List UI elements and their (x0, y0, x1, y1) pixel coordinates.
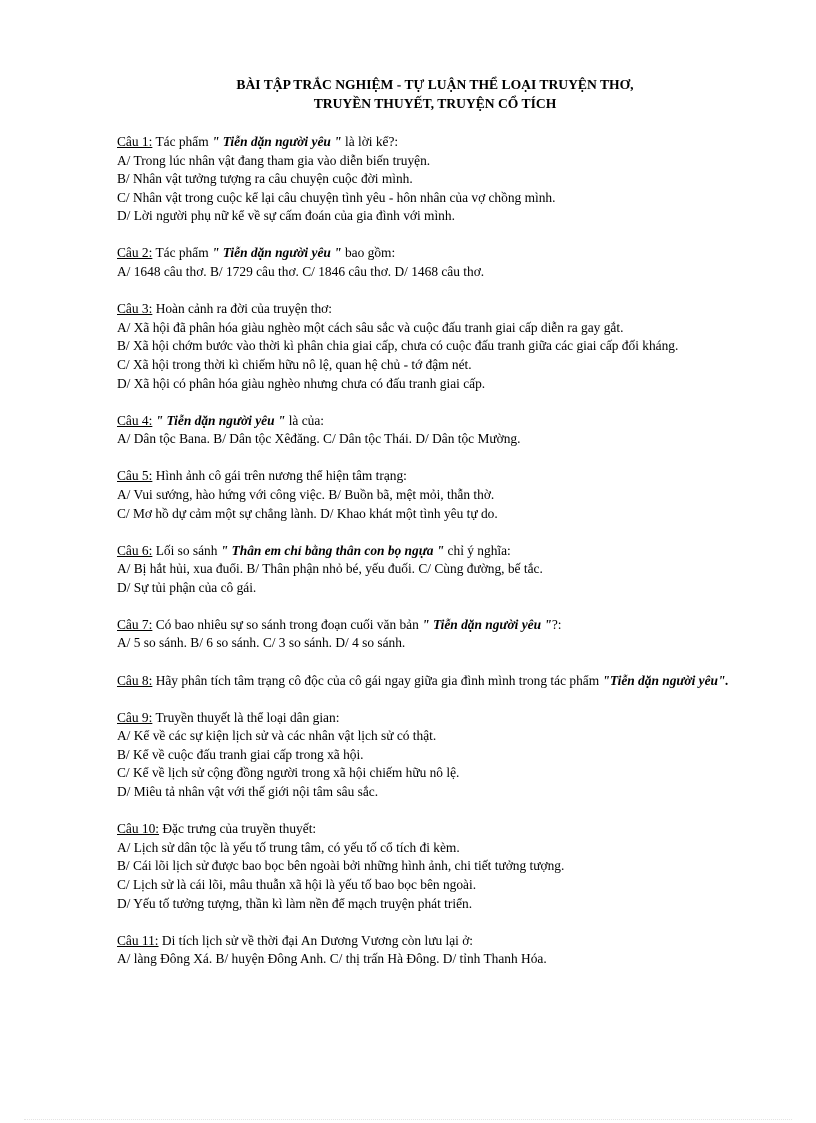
question-label: Câu 5: (117, 468, 153, 484)
work-title: "Tiễn dặn người yêu". (602, 672, 729, 688)
question-label: Câu 1: (117, 134, 153, 149)
answer-option: C/ Xã hội trong thời kì chiếm hữu nô lệ, quan hệ chủ - tớ đậm nét. (117, 356, 472, 372)
question-prompt-end: là của: (285, 412, 325, 428)
question-text (117, 133, 745, 152)
answer-option: C/ Kể về lịch sử cộng đồng người trong xã hội chiếm hữu nô lệ. (117, 765, 460, 781)
question-text (117, 412, 745, 431)
answer-option: C/ Mơ hồ dự cảm một sự chẳng lành. D/ Khao khát một tình yêu tự do. (117, 505, 498, 521)
question-prompt: Hãy phân tích tâm trạng cô độc của cô gái ngay giữa gia đình mình trong tác phẩm (152, 672, 603, 688)
work-title: " Thân em chỉ bằng thân con bọ ngựa " (220, 542, 445, 558)
question-block (117, 467, 745, 523)
question-block (117, 244, 745, 281)
question-text (117, 467, 745, 486)
page-bottom-rule (24, 1119, 792, 1120)
work-title: " Tiễn dặn người yêu " (422, 616, 552, 632)
question-text (117, 616, 745, 635)
answer-option: B/ Cái lõi lịch sử được bao bọc bên ngoài bởi những hình ảnh, chi tiết tưởng tượng. (117, 858, 565, 874)
question-prompt: Hình ảnh cô gái trên nương thể hiện tâm trạng: (152, 468, 407, 484)
question-prompt-end: chỉ ý nghĩa: (444, 542, 511, 558)
answer-option: A/ Bị hắt hủi, xua đuổi. B/ Thân phận nhỏ bé, yếu đuối. C/ Cùng đường, bế tắc. (117, 561, 543, 577)
question-prompt: Tác phẩm (152, 134, 212, 149)
question-text (117, 932, 745, 951)
question-prompt: Tác phẩm (152, 245, 212, 261)
question-prompt: Truyền thuyết là thể loại dân gian: (152, 709, 340, 725)
question-block (117, 133, 745, 226)
answer-option: D/ Miêu tả nhân vật với thế giới nội tâm sâu sắc. (117, 784, 379, 800)
question-label: Câu 8: (117, 672, 153, 688)
question-label: Câu 9: (117, 709, 153, 725)
answer-option: D/ Xã hội có phân hóa giàu nghèo nhưng chưa có đấu tranh giai cấp. (117, 375, 486, 391)
document-page (117, 76, 745, 987)
question-prompt-end: bao gồm: (341, 245, 396, 261)
title-line-2: TRUYỀN THUYẾT, TRUYỆN CỔ TÍCH (313, 95, 557, 111)
question-prompt: Di tích lịch sử về thời đại An Dương Vương còn lưu lại ở: (158, 932, 474, 948)
title-line-1: BÀI TẬP TRẮC NGHIỆM - TỰ LUẬN THỂ LOẠI TRUYỆN THƠ, (236, 77, 634, 92)
question-block (117, 616, 745, 653)
question-block (117, 300, 745, 393)
question-block (117, 672, 745, 691)
question-block (117, 412, 745, 449)
question-text (117, 709, 745, 728)
question-prompt: Đặc trưng của truyền thuyết: (159, 821, 317, 837)
question-prompt: Hoàn cảnh ra đời của truyện thơ: (152, 301, 332, 317)
answer-option: B/ Xã hội chớm bước vào thời kì phân chia giai cấp, chưa có cuộc đấu tranh giữa các giai cấp đối kháng. (117, 338, 679, 354)
work-title: " Tiễn dặn người yêu " (211, 134, 342, 149)
answer-option: A/ Vui sướng, hào hứng với công việc. B/ Buồn bã, mệt mỏi, thẫn thờ. (117, 486, 495, 502)
question-text (117, 672, 745, 691)
answer-option: C/ Lịch sử là cái lõi, mâu thuẫn xã hội là yếu tố bao bọc bên ngoài. (117, 876, 477, 892)
question-prompt-end: là lời kể?: (341, 134, 399, 149)
answer-option: D/ Yếu tố tưởng tượng, thần kì làm nền để mạch truyện phát triển. (117, 895, 473, 911)
question-block (117, 709, 745, 802)
document-title (117, 76, 745, 113)
question-label: Câu 7: (117, 616, 153, 632)
answer-option: A/ Xã hội đã phân hóa giàu nghèo một cách sâu sắc và cuộc đấu tranh giai cấp diễn ra gay gắt. (117, 319, 624, 335)
question-prompt: Lối so sánh (152, 542, 221, 558)
answer-option: C/ Nhân vật trong cuộc kể lại câu chuyện tình yêu - hôn nhân của vợ chồng mình. (117, 189, 556, 205)
question-text (117, 542, 745, 561)
answer-option: A/ 1648 câu thơ. B/ 1729 câu thơ. C/ 1846 câu thơ. D/ 1468 câu thơ. (117, 264, 485, 280)
answer-option: D/ Sự tủi phận của cô gái. (117, 579, 257, 595)
question-text (117, 244, 745, 263)
answer-option: A/ Lịch sử dân tộc là yếu tố trung tâm, có yếu tố cổ tích đi kèm. (117, 839, 460, 855)
question-block (117, 932, 745, 969)
question-prompt-end: ?: (551, 616, 562, 632)
question-text (117, 300, 745, 319)
question-text (117, 820, 745, 839)
answer-option: B/ Nhân vật tưởng tượng ra câu chuyện cuộc đời mình. (117, 171, 413, 187)
answer-option: B/ Kể về cuộc đấu tranh giai cấp trong xã hội. (117, 746, 364, 762)
answer-option: A/ Trong lúc nhân vật đang tham gia vào diễn biến truyện. (117, 152, 431, 168)
answer-option: A/ Dân tộc Bana. B/ Dân tộc Xêđăng. C/ Dân tộc Thái. D/ Dân tộc Mường. (117, 431, 521, 447)
question-prompt: Có bao nhiêu sự so sánh trong đoạn cuối văn bản (152, 616, 423, 632)
question-label: Câu 2: (117, 245, 153, 261)
answer-option: A/ làng Đông Xá. B/ huyện Đông Anh. C/ thị trấn Hà Đông. D/ tỉnh Thanh Hóa. (117, 951, 547, 967)
answer-option: A/ 5 so sánh. B/ 6 so sánh. C/ 3 so sánh. D/ 4 so sánh. (117, 635, 406, 651)
question-block (117, 542, 745, 598)
question-label: Câu 6: (117, 542, 153, 558)
question-label: Câu 4: (117, 412, 153, 428)
work-title: " Tiễn dặn người yêu " (155, 412, 286, 428)
question-label: Câu 11: (117, 932, 159, 948)
question-block (117, 820, 745, 913)
answer-option: D/ Lời người phụ nữ kể về sự cấm đoán của gia đình với mình. (117, 208, 455, 224)
work-title: " Tiễn dặn người yêu " (211, 245, 342, 261)
question-label: Câu 3: (117, 301, 153, 317)
answer-option: A/ Kể về các sự kiện lịch sử và các nhân vật lịch sử có thật. (117, 728, 437, 744)
question-label: Câu 10: (117, 821, 160, 837)
question-list (117, 133, 745, 969)
